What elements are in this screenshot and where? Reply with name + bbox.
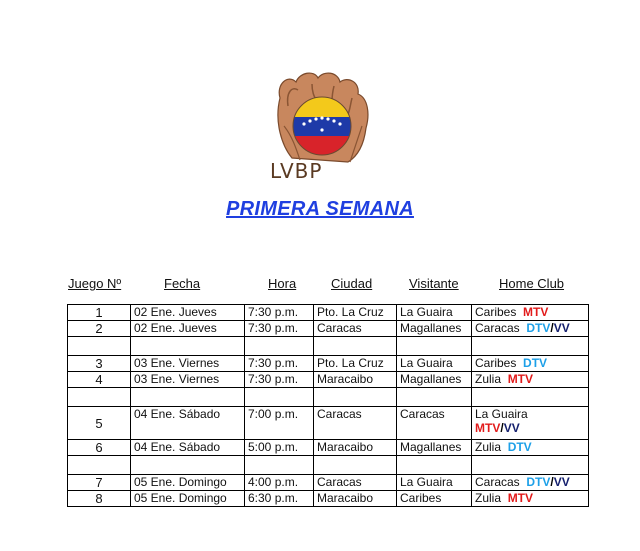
spacer-row xyxy=(68,337,589,356)
tv-channel: DTV xyxy=(523,356,548,370)
visitante-cell: La Guaira xyxy=(397,305,472,321)
hora-cell: 7:30 p.m. xyxy=(245,321,314,337)
home-club-name: Zulia xyxy=(475,491,502,505)
fecha-cell: 05 Ene. Domingo xyxy=(131,475,245,491)
schedule-table xyxy=(67,304,589,507)
hora-cell: 6:30 p.m. xyxy=(245,491,314,507)
table-row xyxy=(68,321,589,337)
table-row xyxy=(68,372,589,388)
home-club-name: Zulia xyxy=(475,372,502,386)
hora-cell: 5:00 p.m. xyxy=(245,440,314,456)
lvbp-logo xyxy=(262,66,382,184)
visitante-cell: La Guaira xyxy=(397,475,472,491)
home-club-name: La Guaira xyxy=(475,407,528,421)
ciudad-cell: Maracaibo xyxy=(314,372,397,388)
juego-cell: 2 xyxy=(68,321,131,337)
home-club-cell xyxy=(472,440,589,456)
ciudad-cell: Caracas xyxy=(314,321,397,337)
home-club-name: Caracas xyxy=(475,321,520,335)
hora-cell: 7:30 p.m. xyxy=(245,356,314,372)
ciudad-cell: Maracaibo xyxy=(314,491,397,507)
home-club-name: Zulia xyxy=(475,440,502,454)
visitante-cell: Caribes xyxy=(397,491,472,507)
tv-channel: MTV xyxy=(507,372,534,386)
hora-cell: 7:30 p.m. xyxy=(245,372,314,388)
spacer-row xyxy=(68,388,589,407)
visitante-cell: Caracas xyxy=(397,407,472,440)
logo-text: LVBP xyxy=(270,159,323,183)
table-row xyxy=(68,440,589,456)
home-club-cell: Caracas DTV/VV xyxy=(472,321,589,337)
home-club-cell xyxy=(472,305,589,321)
page-title: PRIMERA SEMANA xyxy=(226,198,414,220)
fecha-cell: 03 Ene. Viernes xyxy=(131,356,245,372)
fecha-cell: 04 Ene. Sábado xyxy=(131,440,245,456)
juego-cell: 3 xyxy=(68,356,131,372)
ciudad-cell: Pto. La Cruz xyxy=(314,305,397,321)
lvbp-baseball-glove-icon xyxy=(262,66,382,184)
fecha-cell: 05 Ene. Domingo xyxy=(131,491,245,507)
home-club-name: Caribes xyxy=(475,305,517,319)
header-hora: Hora xyxy=(268,276,297,291)
tv-channel: DTV xyxy=(507,440,532,454)
juego-cell: 7 xyxy=(68,475,131,491)
header-fecha: Fecha xyxy=(164,276,201,291)
home-club-name: Caribes xyxy=(475,356,517,370)
spacer-row xyxy=(68,456,589,475)
header-ciudad: Ciudad xyxy=(331,276,373,291)
table-row xyxy=(68,475,589,491)
table-row xyxy=(68,356,589,372)
visitante-cell: Magallanes xyxy=(397,321,472,337)
hora-cell: 7:30 p.m. xyxy=(245,305,314,321)
fecha-cell: 04 Ene. Sábado xyxy=(131,407,245,440)
fecha-cell: 02 Ene. Jueves xyxy=(131,305,245,321)
tv-channel: DTV xyxy=(526,321,551,335)
tv-channel: VV xyxy=(553,475,570,489)
home-club-cell xyxy=(472,356,589,372)
juego-cell: 6 xyxy=(68,440,131,456)
table-row xyxy=(68,305,589,321)
home-club-cell xyxy=(472,491,589,507)
tv-channel: MTV xyxy=(507,491,534,505)
table-row xyxy=(68,407,589,440)
tv-channel: MTV xyxy=(523,305,549,319)
tv-channel: DTV xyxy=(526,475,551,489)
home-club-cell xyxy=(472,372,589,388)
visitante-cell: La Guaira xyxy=(397,356,472,372)
ciudad-cell: Pto. La Cruz xyxy=(314,356,397,372)
visitante-cell: Magallanes xyxy=(397,372,472,388)
hora-cell: 4:00 p.m. xyxy=(245,475,314,491)
home-club-cell: La Guaira MTV/VV xyxy=(472,407,589,440)
header-visitante: Visitante xyxy=(409,276,459,291)
header-home-club: Home Club xyxy=(499,276,565,291)
tv-channel: VV xyxy=(553,321,570,335)
visitante-cell: Magallanes xyxy=(397,440,472,456)
home-club-cell: Caracas DTV/VV xyxy=(472,475,589,491)
fecha-cell: 03 Ene. Viernes xyxy=(131,372,245,388)
ciudad-cell: Caracas xyxy=(314,407,397,440)
tv-channel: MTV xyxy=(475,421,501,435)
ciudad-cell: Caracas xyxy=(314,475,397,491)
juego-cell: 1 xyxy=(68,305,131,321)
home-club-name: Caracas xyxy=(475,475,520,489)
ciudad-cell: Maracaibo xyxy=(314,440,397,456)
juego-cell: 5 xyxy=(68,407,131,440)
tv-channel: VV xyxy=(503,421,520,435)
hora-cell: 7:00 p.m. xyxy=(245,407,314,440)
fecha-cell: 02 Ene. Jueves xyxy=(131,321,245,337)
juego-cell: 8 xyxy=(68,491,131,507)
table-row xyxy=(68,491,589,507)
header-juego: Juego Nº xyxy=(68,276,122,291)
juego-cell: 4 xyxy=(68,372,131,388)
